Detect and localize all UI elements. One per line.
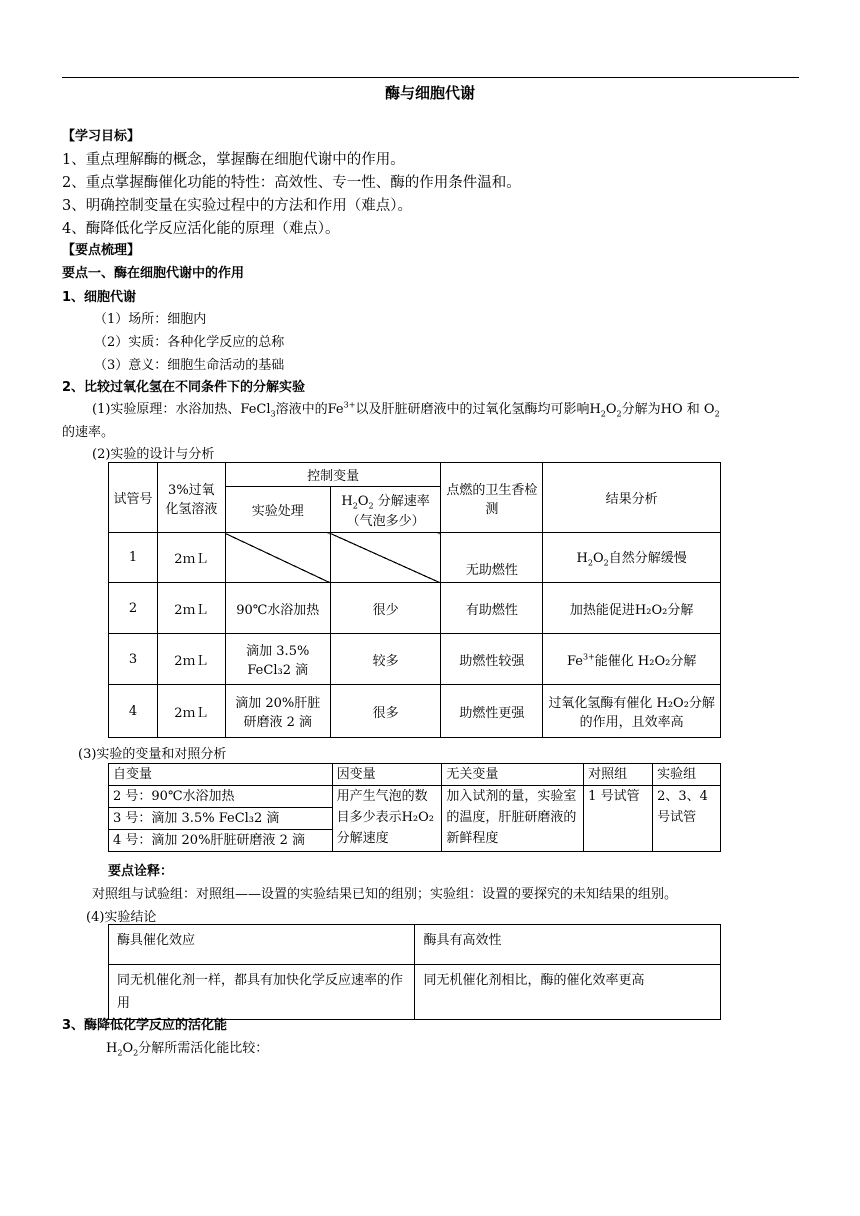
key-note-title: 要点诠释： (108, 864, 174, 879)
summary-header: 【要点梳理】 (62, 243, 141, 258)
section1-title: 1、细胞代谢 (62, 290, 137, 305)
header-experiment-group: 实验组 (653, 764, 721, 786)
header-independent-variable: 自变量 (109, 764, 333, 786)
header-h2o2: 3%过氧化氢溶液 (157, 463, 225, 533)
cell-indep-4: 4 号：滴加 20%肝脏研磨液 2 滴 (109, 830, 333, 852)
principle-text: (1)实验原理：水浴加热、FeCl$_3$溶液中的$Fe^{3+}$以及肝脏研磨液中的过氧化氢酶均可影响$H_2O_2$分解为HO 和 $O_2$ (92, 400, 720, 419)
objective-3: 3、明确控制变量在实验过程中的方法和作用（难点）。 (62, 198, 412, 214)
table-row (109, 583, 721, 634)
cell-empty-slash (225, 533, 330, 583)
header-rate: $H_2O_2$ 分解速率（气泡多少） (330, 487, 441, 533)
cell-volume: 2ｍＬ (157, 583, 225, 634)
section3-title: 3、酶降低化学反应的活化能 (62, 1018, 228, 1033)
cell-indep-2: 2 号：90℃水浴加热 (109, 786, 333, 808)
header-irrelevant-variable: 无关变量 (442, 764, 584, 786)
design-title: (2)实验的设计与分析 (92, 447, 215, 462)
cell-treatment: 滴加 20%肝脏研磨液 2 滴 (225, 685, 330, 738)
objective-1: 1、重点理解酶的概念，掌握酶在细胞代谢中的作用。 (62, 152, 405, 168)
cell-incense: 助燃性更强 (441, 685, 543, 738)
cell-efficiency-head: 酶具有高效性 (415, 925, 721, 965)
page-title: 酶与细胞代谢 (384, 84, 475, 102)
header-treatment: 实验处理 (225, 487, 330, 533)
header-dependent-variable: 因变量 (332, 764, 442, 786)
cell-result: $H_2O_2$自然分解缓慢 (543, 533, 721, 583)
section1-item-essence: （2）实质：各种化学反应的总称 (94, 335, 285, 350)
cell-tube: 3 (109, 634, 158, 685)
header-incense: 点燃的卫生香检测 (441, 463, 543, 533)
cell-volume: 2ｍＬ (157, 533, 225, 583)
cell-tube: 1 (109, 533, 158, 583)
conclusion-table (108, 924, 721, 1020)
header-tube: 试管号 (109, 463, 158, 533)
variables-table (108, 763, 721, 852)
header-rule (62, 77, 799, 78)
section1-item-location: （1）场所：细胞内 (94, 312, 207, 327)
cell-control-group: 1 号试管 (584, 786, 653, 852)
header-result: 结果分析 (543, 463, 721, 533)
cell-rate: 较多 (330, 634, 441, 685)
cell-volume: 2ｍＬ (157, 685, 225, 738)
cell-incense: 无助燃性 (441, 533, 543, 583)
cell-experiment-group: 2、3、4 号试管 (653, 786, 721, 852)
cell-tube: 4 (109, 685, 158, 738)
objective-4: 4、酶降低化学反应活化能的原理（难点）。 (62, 221, 340, 237)
cell-incense: 有助燃性 (441, 583, 543, 634)
cell-efficiency-body: 同无机催化剂相比，酶的催化效率更高 (415, 965, 721, 1020)
conclusion-title: (4)实验结论 (86, 910, 157, 925)
cell-indep-3: 3 号：滴加 3.5% FeCl₃2 滴 (109, 808, 333, 830)
section1-item-meaning: （3）意义：细胞生命活动的基础 (94, 358, 285, 373)
cell-incense: 助燃性较强 (441, 634, 543, 685)
point1-title: 要点一、酶在细胞代谢中的作用 (62, 266, 245, 281)
cell-catalysis-body: 同无机催化剂一样，都具有加快化学反应速率的作用 (109, 965, 415, 1020)
key-note-text: 对照组与试验组：对照组——设置的实验结果已知的组别；实验组：设置的要探究的未知结果的组别。 (92, 887, 678, 902)
section3-text: $H_2O_2$分解所需活化能比较： (106, 1041, 269, 1058)
objective-2: 2、重点掌握酶催化功能的特性：高效性、专一性、酶的作用条件温和。 (62, 175, 521, 191)
cell-rate: 很多 (330, 685, 441, 738)
table-row (109, 533, 721, 583)
table-row (109, 685, 721, 738)
cell-treatment: 90℃水浴加热 (225, 583, 330, 634)
cell-catalysis-head: 酶具催化效应 (109, 925, 415, 965)
cell-tube: 2 (109, 583, 158, 634)
objectives-header: 【学习目标】 (62, 129, 141, 144)
cell-result: $Fe^{3+}$能催化 H₂O₂分解 (543, 634, 721, 685)
cell-empty-slash (330, 533, 441, 583)
header-control-variable: 控制变量 (225, 463, 441, 487)
cell-volume: 2ｍＬ (157, 634, 225, 685)
cell-rate: 很少 (330, 583, 441, 634)
cell-irrelevant: 加入试剂的量，实验室的温度，肝脏研磨液的新鲜程度 (442, 786, 584, 852)
cell-result: 过氧化氢酶有催化 H₂O₂分解的作用，且效率高 (543, 685, 721, 738)
section2-title: 2、比较过氧化氢在不同条件下的分解实验 (62, 380, 306, 395)
cell-dependent: 用产生气泡的数目多少表示H₂O₂分解速度 (332, 786, 442, 852)
cell-result: 加热能促进H₂O₂分解 (543, 583, 721, 634)
experiment-design-table (108, 462, 721, 738)
table-row (109, 634, 721, 685)
variables-title: (3)实验的变量和对照分析 (78, 747, 227, 762)
cell-treatment: 滴加 3.5% FeCl₃2 滴 (225, 634, 330, 685)
principle-continuation: 的速率。 (62, 425, 115, 440)
header-control-group: 对照组 (584, 764, 653, 786)
